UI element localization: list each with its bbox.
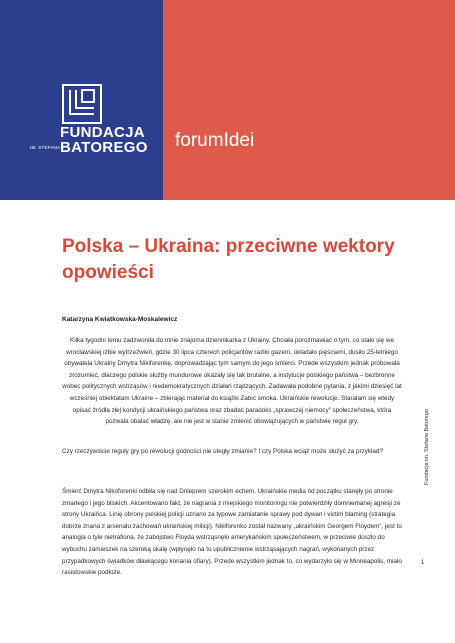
paragraph-1: Kilka tygodni temu zadzwoniła do mnie znajoma dziennikarka z Ukrainy. Chciała porozmawiać o tym, co stało się we wrocławskiej izbie wytrzeźwień, gdzie 30 lipca czterech policjantów raziło gazem, okładało pięściami, dusiło 25-letniego obywatela Ukrainy Dmytra Nikiforenkę, doprowadzając tym samym do jego śmierci. Przede wszystkim jednak próbowała zrozumieć, dlaczego polskie służby mundurowe okazały się tak brutalne, a instytucje polskiego państwa – bezbronne wobec politycznych wstrząsów i niedemokratycznych działań rządzących. Zadawała podobne pytania, z jakimi dziesięć lat wcześniej obiektatam Ukraine – zbierając materiał do książki Zabić smoka. Ukraińskie rewolucje. Starałam się wtedy opisać źródła złej kondycji ukraińskiego państwa oraz zbadać paradoks „sprawczej niemocy” społeczeństwa, która pozwala obalać władzę, ale nie jest w stanie zmienić obowiązujących w państwie reguł gry. [62, 337, 402, 426]
paragraph-3: Śmierć Dmytra Nikoforenki odbiła się nad Dnieprem szerokim echem. Ukraińskie media od początku stanęły po stronie zmarłego i jego bliskich. Akcentowano fakt, że nagrania z miejskiego monitoringu nie potwierdziły domniemanej agresji ze strony Ukraińca. Linię obrony polskiej policji uznano za typowe zamiatanie sprawy pod dywan i victim blaming (strategia dobrze znana z arsenału zachowań ukraińskiej milicji). Nikiforenko został nazwany „ukraińskim Georgem Floydem”, jest to analogia o tyle nietrafiona, że zabójstwo Floyda wstrząsnęło amerykańskim społeczeństwem, w przeciwie doszło do wybuchu zamieszek na szeroką skalę (wpłynęło na to upublicznienie wstrząsających nagrań, wykonanych przez przypadkowych świadków dławiącego konania ofiary). Przede wszystkim jednak to, co wydarzyło się w Minneapolis, miało rasistowskie podłoże. [62, 488, 402, 577]
series-name: forumIdei [175, 130, 255, 151]
foundation-logo-icon [62, 84, 102, 124]
article-author: Katarzyna Kwiatkowska-Moskalewicz [62, 316, 178, 323]
sidebar-vertical-text: Fundacja im. Stefana Batorego [424, 409, 430, 485]
logo-name-line1: FUNDACJA [60, 124, 145, 141]
header-blue-panel [0, 0, 163, 200]
article-title-line2: opowieści [62, 262, 154, 283]
article-title [62, 234, 402, 286]
article-title-line1: Polska – Ukraina: przeciwne wektory [62, 236, 395, 257]
sidebar-vertical [424, 405, 434, 485]
cover-header [0, 0, 455, 200]
logo-name-line2: BATOREGO [60, 139, 148, 156]
logo-small-text: IM. STEFANA [30, 145, 61, 150]
header-red-panel [163, 0, 455, 200]
page-number: 1 [421, 560, 425, 566]
paragraph-2: Czy rzeczywiście reguły gry po rewolucji godności nie uległy zmianie? I czy Polska wciąż może służyć za przykład? [62, 448, 383, 455]
